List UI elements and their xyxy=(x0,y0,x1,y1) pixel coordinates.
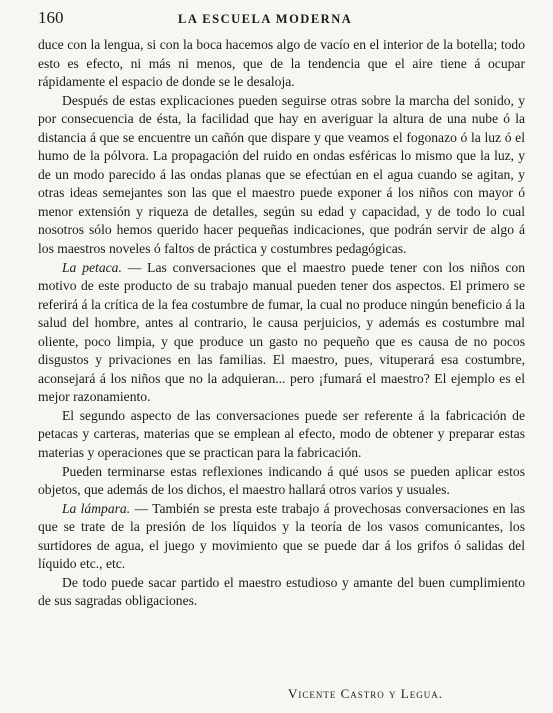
author-signature: Vicente Castro y Legua. xyxy=(288,686,443,701)
section-term-petaca: La petaca. xyxy=(62,259,122,275)
page-number: 160 xyxy=(38,8,64,27)
page-header xyxy=(38,8,525,30)
paragraph-4: El segundo aspecto de las conversaciones puede ser referente á la fabricación de petacas y carteras, materias que se emplean al efecto, modo de obtener y preparar estas materias y operaciones que se practican para la fabricación. xyxy=(38,407,525,461)
body-text xyxy=(38,36,525,611)
paragraph-petaca-text: — Las conversaciones que el maestro puede tener con los niños con motivo de este producto de su trabajo manual pueden tener dos aspectos. El primero se referirá á la crítica de la fea costumbre de fumar, la cual no produce ningún beneficio á la salud del hombre, antes al contrario, le causa perjuicios, y además es costumbre mal oliente, poco limpia, y que produce un gasto no pequeño que es causa de no pocos disgustos y privaciones en las familias. El maestro, pues, vituperará esa costumbre, aconsejará á los niños que no la adquieran... pero ¡fumará el maestro? El ejemplo es el mejor razonamiento. xyxy=(38,259,525,405)
paragraph-lampara-text: — También se presta este trabajo á provechosas conversaciones en las que se trate de la presión de los líquidos y la teoría de los vasos comunicantes, los surtidores de agua, el juego y movimiento que se puede dar á los grifos ó salidas del líquido etc., etc. xyxy=(38,500,525,572)
paragraph-lampara xyxy=(38,500,525,574)
paragraph-7: De todo puede sacar partido el maestro estudioso y amante del buen cumplimiento de sus sagradas obligaciones. xyxy=(38,574,525,609)
paragraph-2: Después de estas explicaciones pueden seguirse otras sobre la marcha del sonido, y por consecuencia de ésta, la facilidad que hay en averiguar la altura de una nube ó la distancia á que se encuentre un cañón que dispare y que veamos el fogonazo ó la luz ó el humo de la pólvora. La propagación del ruido en ondas esféricas lo mismo que la luz, y de un modo parecido á las ondas planas que se efectúan en el agua cuando se agitan, y otras ideas semejantes son las que el maestro puede exponer á los niños con mayor ó menor extensión y riqueza de detalles, según su edad y capacidad, y de todo lo cual nosotros sólo hemos querido hacer pequeñas indicaciones, que podrán servir de algo á los maestros noveles ó faltos de práctica y costumbres pedagógicas. xyxy=(38,92,525,257)
section-term-lampara: La lámpara. xyxy=(62,500,131,516)
running-title: LA ESCUELA MODERNA xyxy=(178,12,353,26)
paragraph-1: duce con la lengua, si con la boca hacemos algo de vacío en el interior de la botella; todo esto es efecto, ni más ni menos, que de la tendencia que el aire tiene á ocupar rápidamente el espacio de donde se le desaloja. xyxy=(38,37,525,90)
paragraph-5: Pueden terminarse estas reflexiones indicando á qué usos se pueden aplicar estos objetos, que además de los dichos, el maestro hallará otros varios y usuales. xyxy=(38,463,525,498)
paragraph-petaca xyxy=(38,259,525,407)
